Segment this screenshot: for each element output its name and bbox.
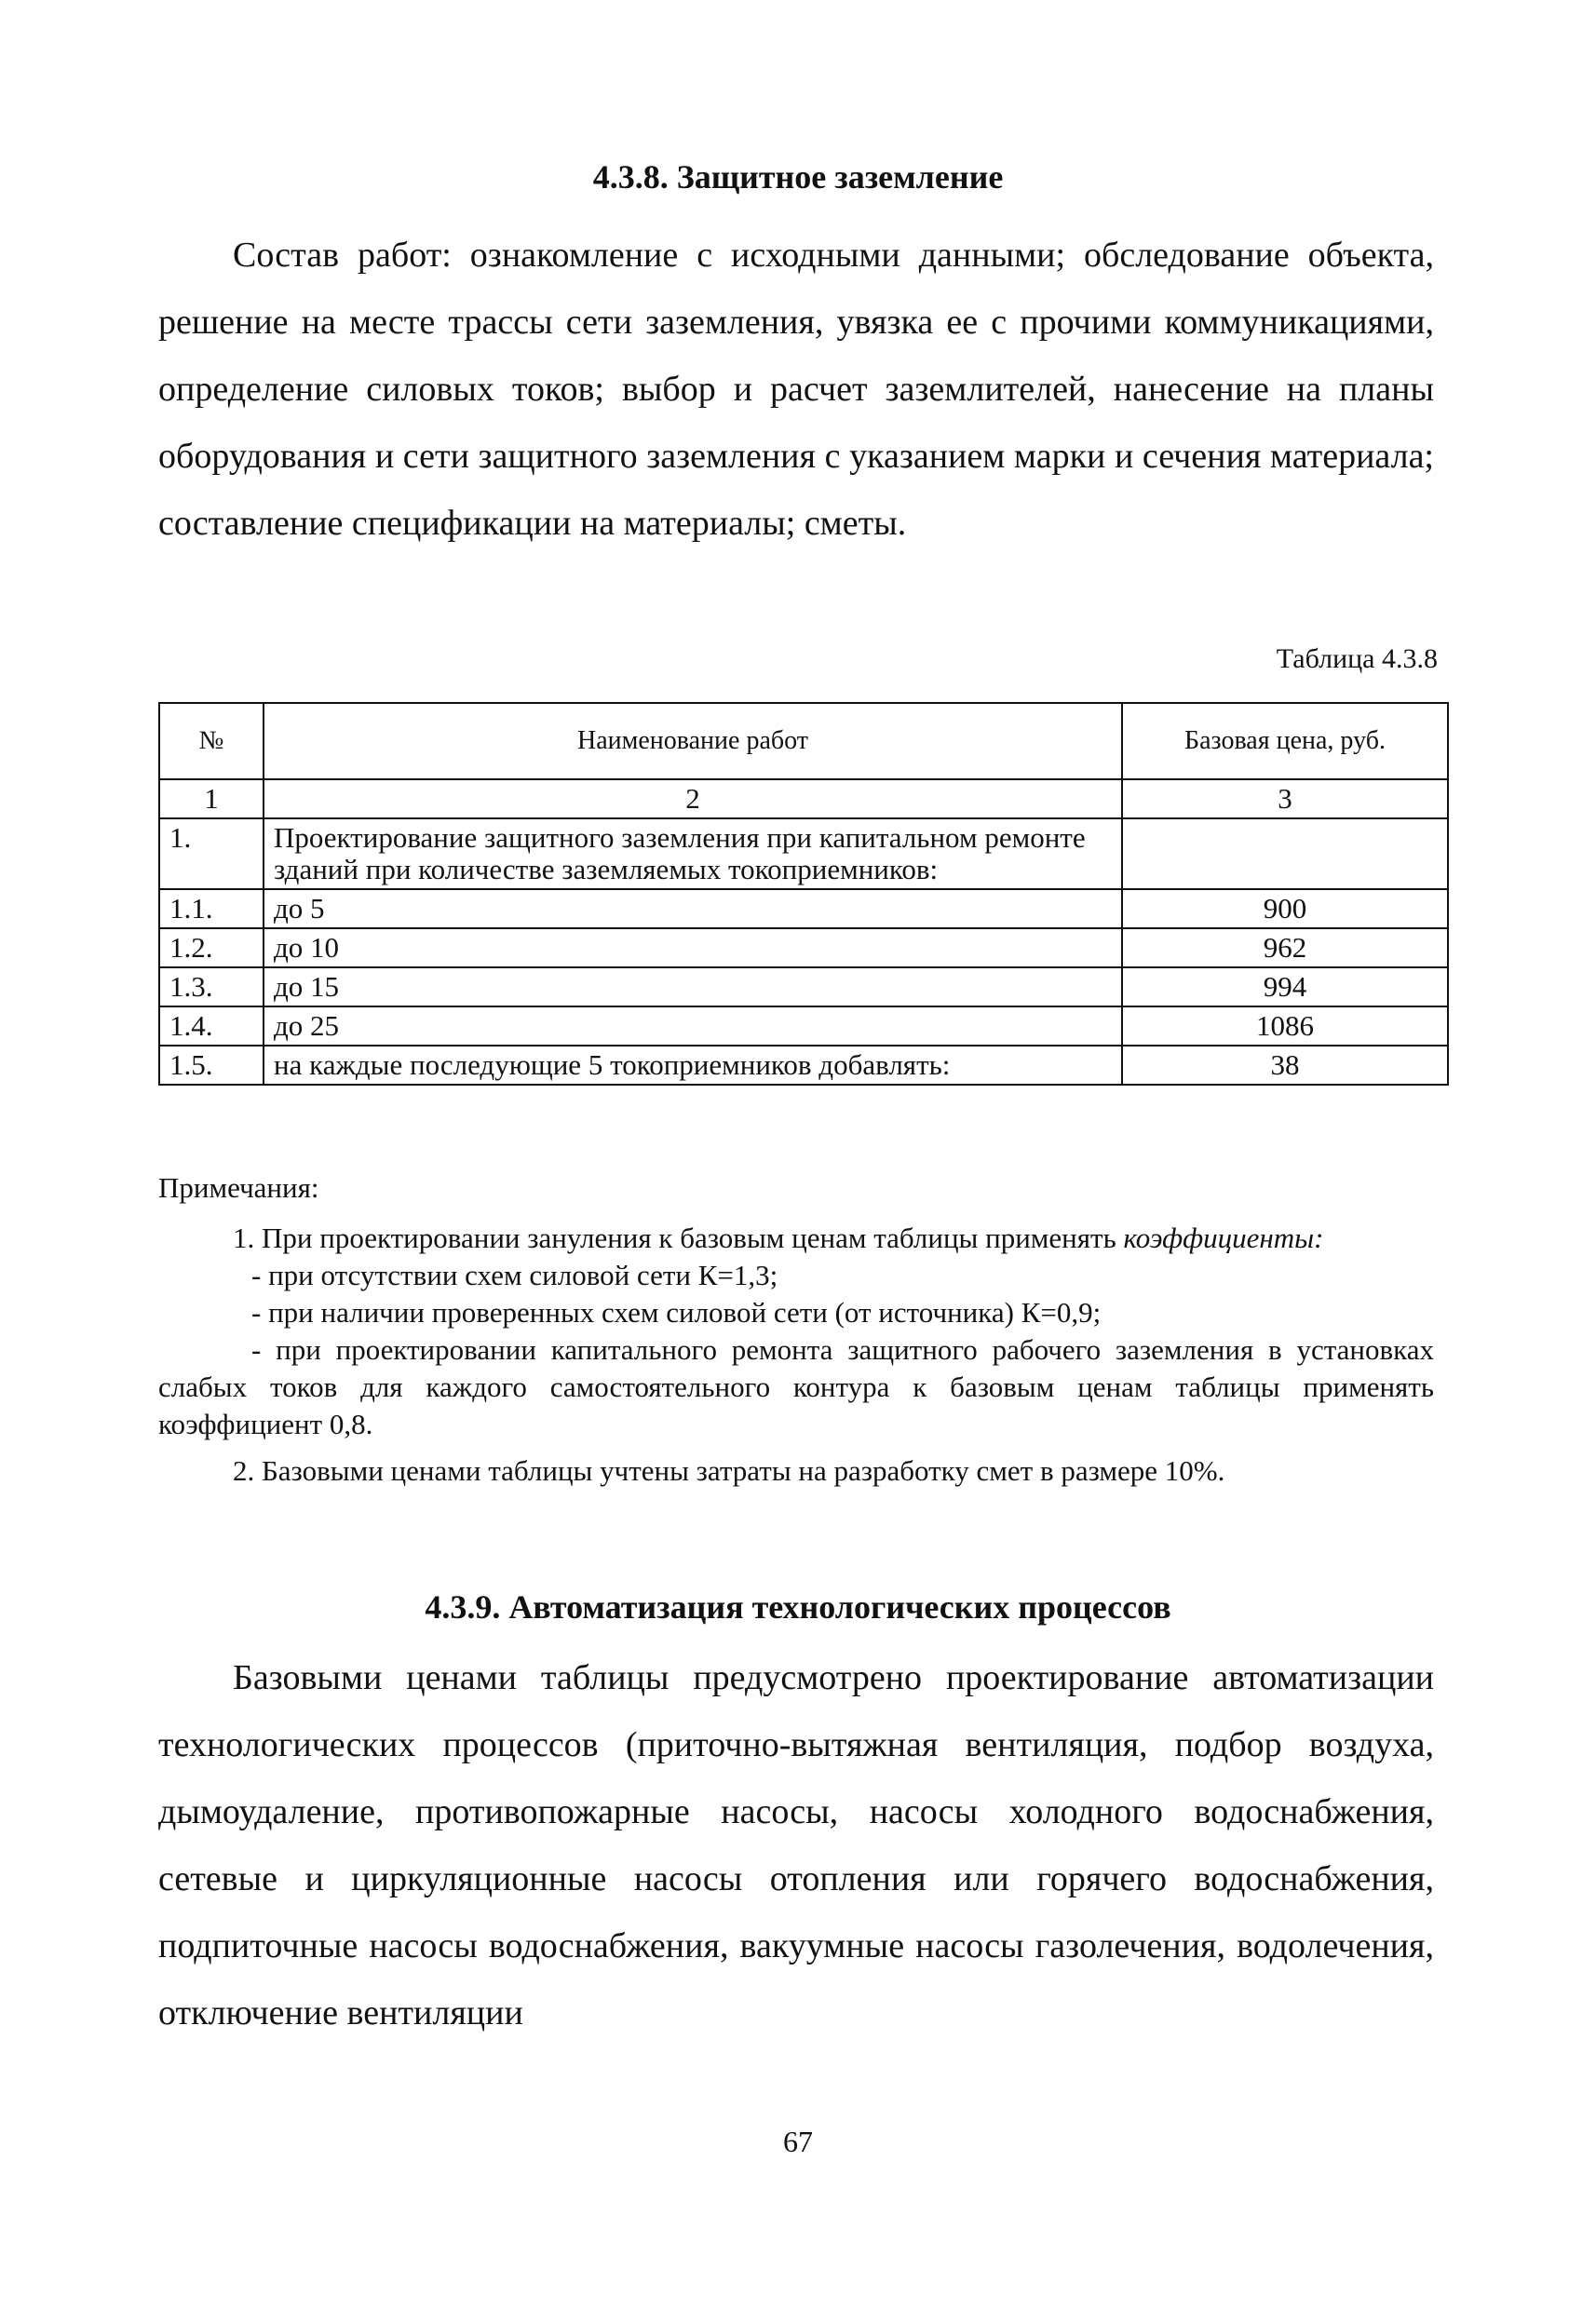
row-number: 1.1. xyxy=(159,889,264,928)
section-paragraph-4-3-9: Базовыми ценами таблицы предусмотрено проектирование автоматизации технологических процессов (приточно-вытяжная вентиляция, подбор воздуха, дымоудаление, противопожарные насосы, насосы холодного водоснабжения, сетевые и циркуляционные насосы отопления или горячего водоснабжения, подпиточные насосы водоснабжения, вакуумные насосы газолечения, водолечения, отключение вентиляции xyxy=(158,1658,1434,2032)
table-row xyxy=(159,818,1448,889)
price-table xyxy=(158,702,1449,1086)
section-title-4-3-9: 4.3.9. Автоматизация технологических процессов xyxy=(425,1588,1171,1626)
table-header-row xyxy=(159,703,1448,779)
row-number: 1.2. xyxy=(159,928,264,967)
header-base-price: Базовая цена, руб. xyxy=(1122,703,1448,779)
note-dash-2: - при наличии проверенных схем силовой сети (от источника) К=0,9; xyxy=(251,1296,1102,1329)
table-row xyxy=(159,1006,1448,1046)
row-number: 1.3. xyxy=(159,967,264,1006)
row-work-name: Проектирование защитного заземления при капитальном ремонте зданий при количестве заземляемых токоприемников: xyxy=(264,818,1122,889)
row-number: 1.5. xyxy=(159,1046,264,1085)
header-work-name: Наименование работ xyxy=(264,703,1122,779)
note-1-intro: 1. При проектировании зануления к базовым ценам таблицы применять xyxy=(233,1222,1116,1254)
row-price: 38 xyxy=(1122,1046,1448,1085)
row-number: 1. xyxy=(159,818,264,889)
row-work-name: до 15 xyxy=(264,967,1122,1006)
row-work-name: до 25 xyxy=(264,1006,1122,1046)
table-row xyxy=(159,889,1448,928)
table-row xyxy=(159,928,1448,967)
row-work-name: до 10 xyxy=(264,928,1122,967)
row-price xyxy=(1122,818,1448,889)
header-number: № xyxy=(159,703,264,779)
note-dash-3: - при проектировании капитального ремонта защитного рабочего заземления в установках слабых токов для каждого самостоятельного контура к базовым ценам таблицы применять коэффициент 0,8. xyxy=(158,1333,1434,1440)
table-caption: Таблица 4.3.8 xyxy=(1276,643,1438,674)
row-number: 1.4. xyxy=(159,1006,264,1046)
row-price: 994 xyxy=(1122,967,1448,1006)
column-index-cell: 1 xyxy=(159,779,264,818)
notes-block xyxy=(158,1220,1434,1490)
column-index-cell: 2 xyxy=(264,779,1122,818)
row-work-name: на каждые последующие 5 токоприемников добавлять: xyxy=(264,1046,1122,1085)
column-index-cell: 3 xyxy=(1122,779,1448,818)
note-dash-1: - при отсутствии схем силовой сети К=1,3; xyxy=(251,1259,778,1291)
note-1 xyxy=(158,1220,1434,1257)
page-number: 67 xyxy=(783,2125,813,2158)
row-work-name: до 5 xyxy=(264,889,1122,928)
row-price: 962 xyxy=(1122,928,1448,967)
notes-title: Примечания: xyxy=(158,1171,319,1204)
row-price: 1086 xyxy=(1122,1006,1448,1046)
section-title-4-3-8: 4.3.8. Защитное заземление xyxy=(592,158,1004,196)
table-row xyxy=(159,967,1448,1006)
section-paragraph-4-3-8: Состав работ: ознакомление с исходными данными; обследование объекта, решение на месте трассы сети заземления, увязка ее с прочими коммуникациями, определение силовых токов; выбор и расчет заземлителей, нанесение на планы оборудования и сети защитного заземления с указанием марки и сечения материала; составление спецификации на материалы; сметы. xyxy=(158,236,1434,543)
row-price: 900 xyxy=(1122,889,1448,928)
note-1-coefficients: коэффициенты: xyxy=(1123,1222,1324,1254)
note-2: 2. Базовыми ценами таблицы учтены затраты на разработку смет в размере 10%. xyxy=(233,1454,1225,1487)
column-index-row xyxy=(159,779,1448,818)
table-row xyxy=(159,1046,1448,1085)
